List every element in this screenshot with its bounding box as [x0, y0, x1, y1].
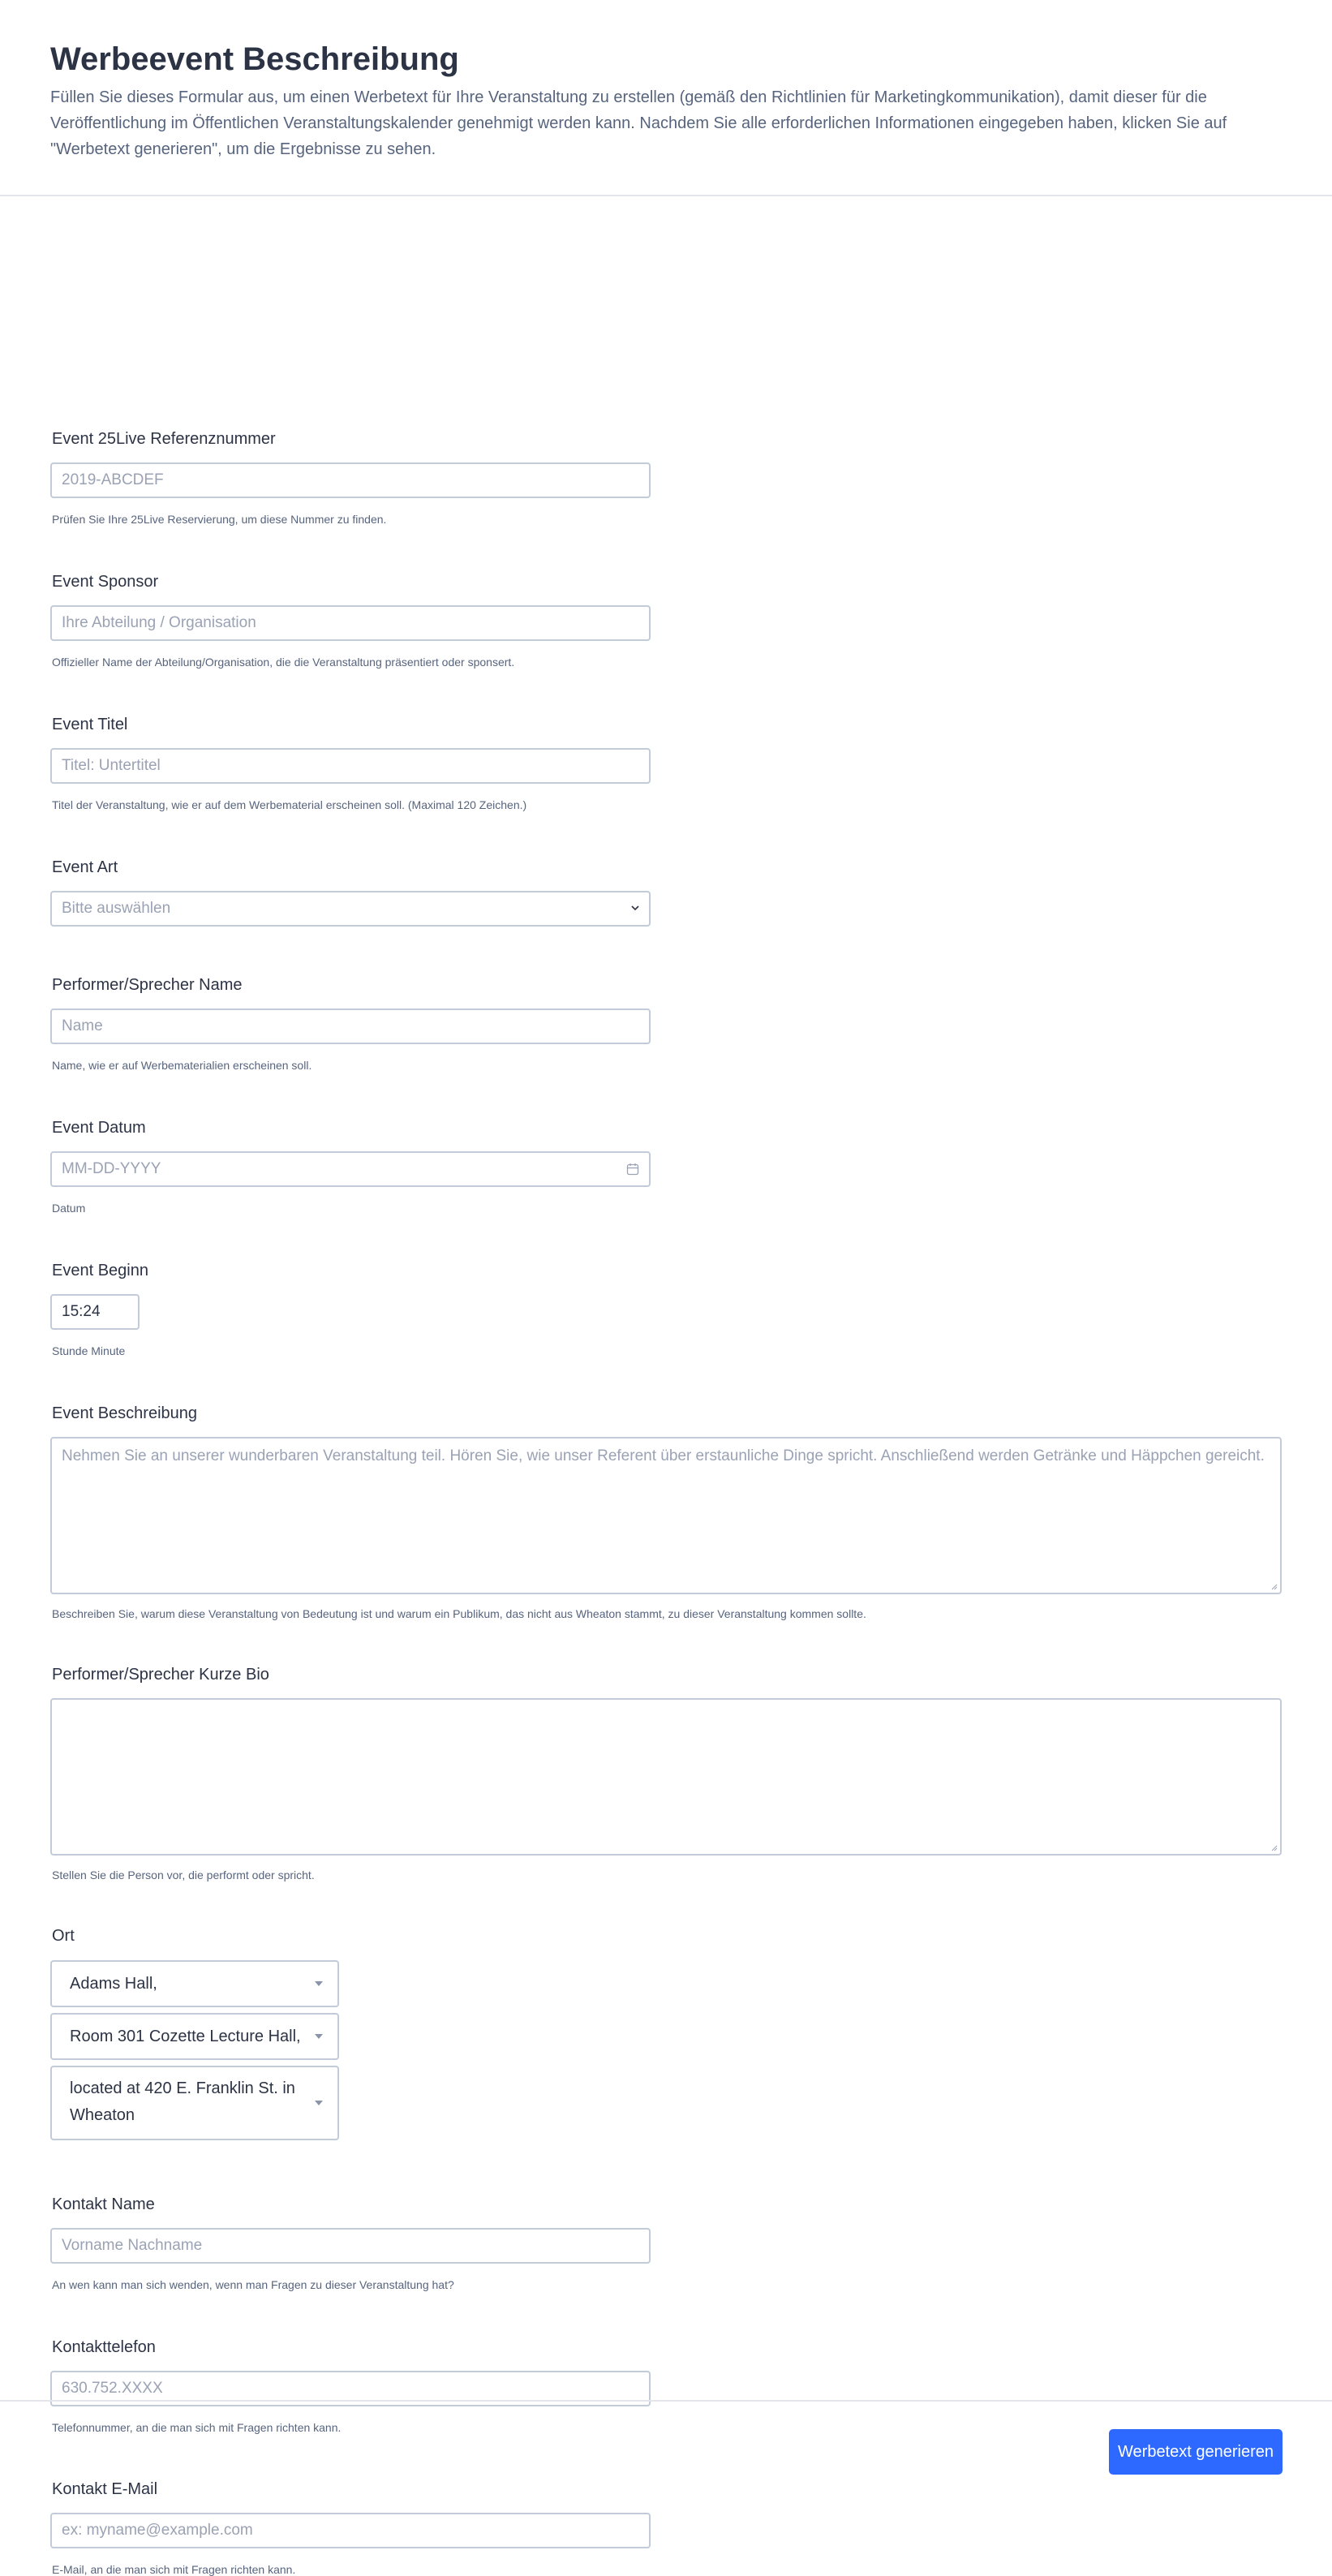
ref-input[interactable]	[50, 462, 651, 498]
location-room-value: Room 301 Cozette Lecture Hall,	[70, 2028, 301, 2045]
sponsor-input[interactable]	[50, 605, 651, 641]
start-sublabel: Stunde Minute	[52, 1344, 126, 1357]
field-contact-email	[50, 2479, 296, 2576]
title-label: Event Titel	[52, 716, 128, 733]
form-header	[0, 0, 1332, 196]
field-location	[50, 1925, 301, 2124]
ref-placeholder: 2019-ABCDEF	[62, 471, 164, 488]
field-date	[50, 1117, 161, 1215]
description-placeholder: Nehmen Sie an unserer wunderbaren Veranstaltung teil. Hören Sie, wie unser Referent über erstaunliche Dinge spricht. Anschließend werden Getränke und Häppchen gereicht.	[62, 1447, 1265, 1464]
caret-down-icon	[315, 1981, 323, 1986]
performer-input[interactable]	[50, 1008, 651, 1044]
title-sublabel: Titel der Veranstaltung, wie er auf dem Werbematerial erscheinen soll. (Maximal 120 Zeichen.)	[52, 798, 527, 811]
contact-email-placeholder: ex: myname@example.com	[62, 2522, 253, 2539]
contact-email-input[interactable]	[50, 2513, 651, 2548]
performer-label: Performer/Sprecher Name	[52, 976, 243, 994]
field-contact-phone	[50, 2337, 342, 2434]
performer-placeholder: Name	[62, 1017, 103, 1034]
date-label: Event Datum	[52, 1119, 146, 1137]
ref-sublabel: Prüfen Sie Ihre 25Live Reservierung, um diese Nummer zu finden.	[52, 513, 387, 526]
type-label: Event Art	[52, 858, 118, 876]
type-select[interactable]	[50, 891, 651, 927]
caret-down-icon	[315, 2101, 323, 2105]
field-contact-name	[50, 2194, 454, 2291]
contact-email-label: Kontakt E-Mail	[52, 2480, 158, 2498]
field-sponsor	[50, 571, 515, 669]
form-footer-divider	[0, 2400, 1332, 2402]
contact-name-input[interactable]	[50, 2228, 651, 2264]
date-input[interactable]	[50, 1151, 651, 1187]
location-select-building[interactable]	[50, 1960, 339, 2007]
page-title: Werbeevent Beschreibung	[50, 41, 459, 77]
contact-phone-label: Kontakttelefon	[52, 2338, 156, 2356]
form-description: Füllen Sie dieses Formular aus, um einen Werbetext für Ihre Veranstaltung zu erstellen (gemäß den Richtlinien für Marketingkommunikation), damit dieser für die Veröffentlichung im Öffentlichen Veranstaltungskalender genehmigt werden kann. Nachdem Sie alle erforderlichen Informationen eingegeben haben, klicken Sie auf "Werbetext generieren", um die Ergebnisse zu sehen.	[50, 88, 1227, 158]
location-building-value: Adams Hall,	[70, 1975, 157, 1993]
sponsor-sublabel: Offizieller Name der Abteilung/Organisation, die die Veranstaltung präsentiert oder sponsert.	[52, 656, 515, 669]
location-select-room[interactable]	[50, 2013, 339, 2060]
bio-textarea[interactable]	[50, 1698, 1282, 1856]
date-placeholder: MM-DD-YYYY	[62, 1160, 161, 1177]
caret-down-icon	[315, 2034, 323, 2039]
location-address-value: located at 420 E. Franklin St. in Wheaton	[70, 2079, 295, 2124]
title-placeholder: Titel: Untertitel	[62, 757, 161, 774]
bio-sublabel: Stellen Sie die Person vor, die performt oder spricht.	[52, 1869, 315, 1881]
type-placeholder: Bitte auswählen	[62, 900, 171, 917]
resize-handle-icon[interactable]	[1271, 1584, 1278, 1590]
description-sublabel: Beschreiben Sie, warum diese Veranstaltung von Bedeutung ist und warum ein Publikum, das nicht aus Wheaton stammt, zu dieser Veranstaltung kommen sollte.	[52, 1607, 866, 1620]
contact-name-placeholder: Vorname Nachname	[62, 2237, 203, 2254]
ref-label: Event 25Live Referenznummer	[52, 430, 276, 448]
sponsor-label: Event Sponsor	[52, 573, 159, 591]
field-type	[50, 857, 171, 917]
start-time-value: 15:24	[62, 1303, 101, 1320]
bio-label: Performer/Sprecher Kurze Bio	[52, 1666, 269, 1684]
generate-button[interactable]: Werbetext generieren	[1109, 2429, 1283, 2475]
resize-handle-icon[interactable]	[1271, 1845, 1278, 1851]
location-label: Ort	[52, 1927, 75, 1945]
contact-phone-sublabel: Telefonnummer, an die man sich mit Fragen richten kann.	[52, 2421, 342, 2434]
start-time-input[interactable]	[50, 1294, 140, 1330]
field-performer	[50, 974, 312, 1072]
field-ref	[50, 428, 387, 526]
field-bio	[50, 1664, 315, 1881]
field-description	[50, 1403, 1265, 1620]
field-start	[50, 1260, 148, 1357]
date-sublabel: Datum	[52, 1202, 86, 1215]
description-textarea[interactable]	[50, 1437, 1282, 1594]
calendar-icon[interactable]	[626, 1163, 639, 1176]
chevron-down-icon	[631, 904, 639, 912]
contact-name-sublabel: An wen kann man sich wenden, wenn man Fragen zu dieser Veranstaltung hat?	[52, 2278, 454, 2291]
sponsor-placeholder: Ihre Abteilung / Organisation	[62, 614, 256, 631]
contact-phone-placeholder: 630.752.XXXX	[62, 2380, 163, 2397]
field-title	[50, 714, 527, 811]
start-label: Event Beginn	[52, 1262, 148, 1279]
location-select-address[interactable]	[50, 2066, 339, 2140]
contact-name-label: Kontakt Name	[52, 2195, 155, 2213]
contact-email-sublabel: E-Mail, an die man sich mit Fragen richten kann.	[52, 2563, 296, 2576]
title-input[interactable]	[50, 748, 651, 784]
description-label: Event Beschreibung	[52, 1404, 198, 1422]
performer-sublabel: Name, wie er auf Werbematerialien erscheinen soll.	[52, 1059, 312, 1072]
